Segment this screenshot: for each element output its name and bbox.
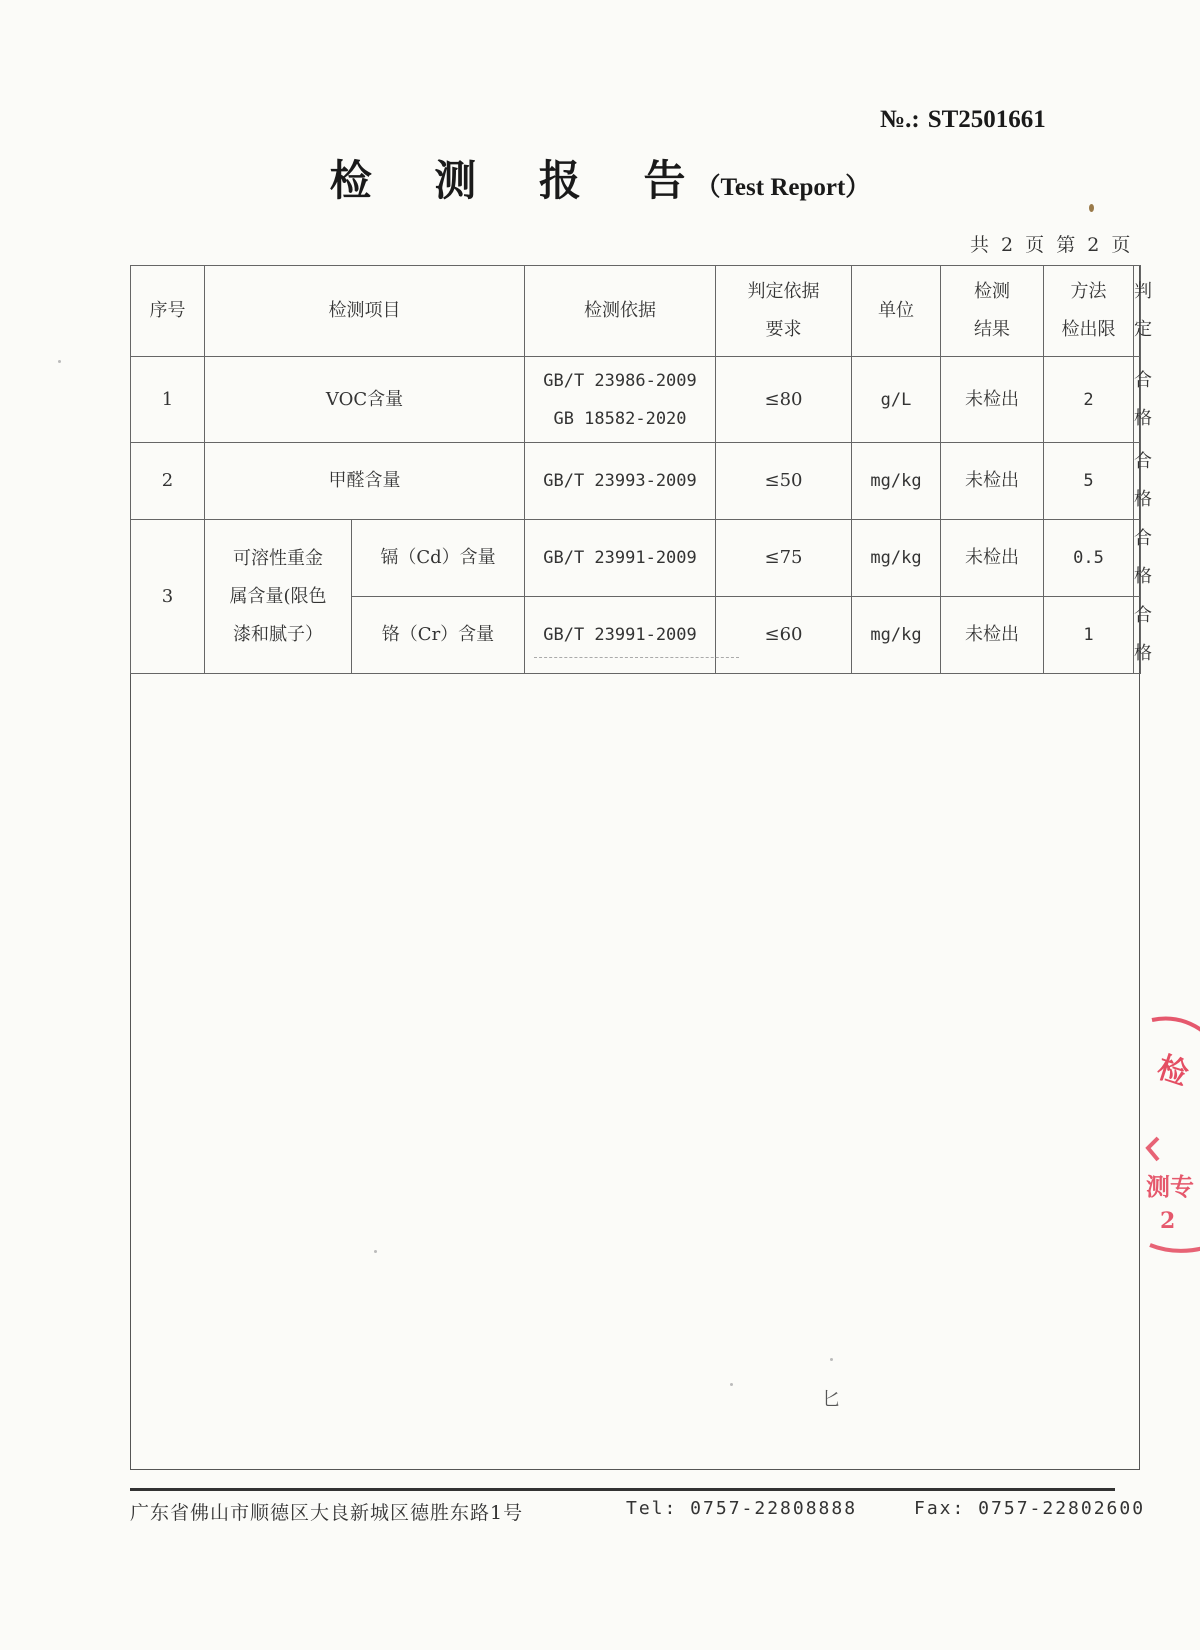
row2-requirement: ≤50 bbox=[716, 443, 852, 520]
results-table bbox=[130, 265, 1152, 674]
row2-limit: 5 bbox=[1044, 443, 1134, 520]
header-seq: 序号 bbox=[131, 266, 205, 357]
report-number bbox=[880, 106, 1080, 134]
seal-text-a: 检 bbox=[1153, 1050, 1193, 1093]
ink-speck bbox=[1089, 204, 1094, 212]
speck-dot bbox=[374, 1250, 377, 1253]
row1-basis-l1: GB/T 23986-2009 bbox=[543, 370, 697, 391]
footer-fax: Fax: 0757-22802600 bbox=[914, 1498, 1146, 1519]
report-number-label: №.: bbox=[880, 106, 920, 133]
row3b-judgement: 合格 bbox=[1134, 597, 1141, 674]
row2-basis: GB/T 23993-2009 bbox=[525, 443, 716, 520]
footer-tel: Tel: 0757-22808888 bbox=[626, 1498, 858, 1519]
header-limit bbox=[1044, 266, 1134, 357]
header-unit: 单位 bbox=[852, 266, 941, 357]
table-row bbox=[131, 443, 1141, 520]
table-row bbox=[131, 357, 1141, 443]
row2-item: 甲醛含量 bbox=[205, 443, 525, 520]
footer bbox=[130, 1498, 1146, 1528]
speck-dot bbox=[730, 1383, 733, 1386]
speck-dot bbox=[58, 360, 61, 363]
row1-judgement: 合格 bbox=[1134, 357, 1141, 443]
header-requirement-l1: 判定依据 bbox=[747, 281, 820, 302]
footer-address: 广东省佛山市顺德区大良新城区德胜东路1号 bbox=[130, 1502, 524, 1524]
row3b-item: 铬（Cr）含量 bbox=[352, 597, 525, 674]
row3a-requirement: ≤75 bbox=[716, 520, 852, 597]
seal-text-c: 2 bbox=[1160, 1208, 1176, 1234]
row3-group bbox=[205, 520, 352, 674]
row3-group-l2: 属含量(限色 bbox=[229, 585, 327, 607]
header-item: 检测项目 bbox=[205, 266, 525, 357]
row2-seq: 2 bbox=[131, 443, 205, 520]
report-title-cn: 检 测 报 告 bbox=[329, 156, 710, 205]
row3a-limit: 0.5 bbox=[1044, 520, 1134, 597]
row3b-result: 未检出 bbox=[941, 597, 1044, 674]
row3a-result: 未检出 bbox=[941, 520, 1044, 597]
row2-unit: mg/kg bbox=[852, 443, 941, 520]
row1-seq: 1 bbox=[131, 357, 205, 443]
row3a-basis: GB/T 23991-2009 bbox=[525, 520, 716, 597]
speck-dot bbox=[830, 1358, 833, 1361]
header-row bbox=[131, 266, 1141, 357]
row3b-limit: 1 bbox=[1044, 597, 1134, 674]
header-requirement bbox=[716, 266, 852, 357]
header-result-l1: 检测 bbox=[974, 281, 1010, 302]
seal-graphic bbox=[1140, 1010, 1200, 1260]
row1-basis bbox=[525, 357, 716, 443]
header-requirement-l2: 要求 bbox=[765, 319, 802, 340]
row1-item: VOC含量 bbox=[205, 357, 525, 443]
row3-seq: 3 bbox=[131, 520, 205, 674]
row1-result: 未检出 bbox=[941, 357, 1044, 443]
row3-group-l1: 可溶性重金 bbox=[233, 547, 323, 569]
row3a-judgement: 合格 bbox=[1134, 520, 1141, 597]
row2-result: 未检出 bbox=[941, 443, 1044, 520]
row1-unit: g/L bbox=[852, 357, 941, 443]
report-title-en: （Test Report） bbox=[695, 174, 871, 201]
seal-text-b: 测专 bbox=[1146, 1172, 1194, 1201]
header-basis: 检测依据 bbox=[525, 266, 716, 357]
row3a-item: 镉（Cd）含量 bbox=[352, 520, 525, 597]
row1-basis-l2: GB 18582-2020 bbox=[553, 408, 687, 429]
end-of-data-dashed-line bbox=[534, 657, 739, 658]
header-limit-l2: 检出限 bbox=[1061, 319, 1116, 340]
header-judgement: 判定 bbox=[1134, 266, 1141, 357]
header-limit-l1: 方法 bbox=[1070, 281, 1107, 302]
header-result-l2: 结果 bbox=[974, 319, 1010, 340]
report-number-value: ST2501661 bbox=[927, 106, 1046, 133]
footer-rule bbox=[130, 1488, 1115, 1491]
page-count: 共 2 页 第 2 页 bbox=[970, 234, 1134, 256]
stray-mark: 匕 bbox=[822, 1389, 840, 1410]
red-seal-stamp bbox=[1140, 1010, 1200, 1260]
table-row bbox=[131, 520, 1141, 597]
row3b-requirement: ≤60 bbox=[716, 597, 852, 674]
row3b-basis: GB/T 23991-2009 bbox=[525, 597, 716, 674]
header-result bbox=[941, 266, 1044, 357]
row3-group-l3: 漆和腻子） bbox=[233, 623, 323, 645]
row1-limit: 2 bbox=[1044, 357, 1134, 443]
report-title bbox=[0, 148, 1200, 208]
row1-requirement: ≤80 bbox=[716, 357, 852, 443]
row3a-unit: mg/kg bbox=[852, 520, 941, 597]
row3b-unit: mg/kg bbox=[852, 597, 941, 674]
row2-judgement: 合格 bbox=[1134, 443, 1141, 520]
